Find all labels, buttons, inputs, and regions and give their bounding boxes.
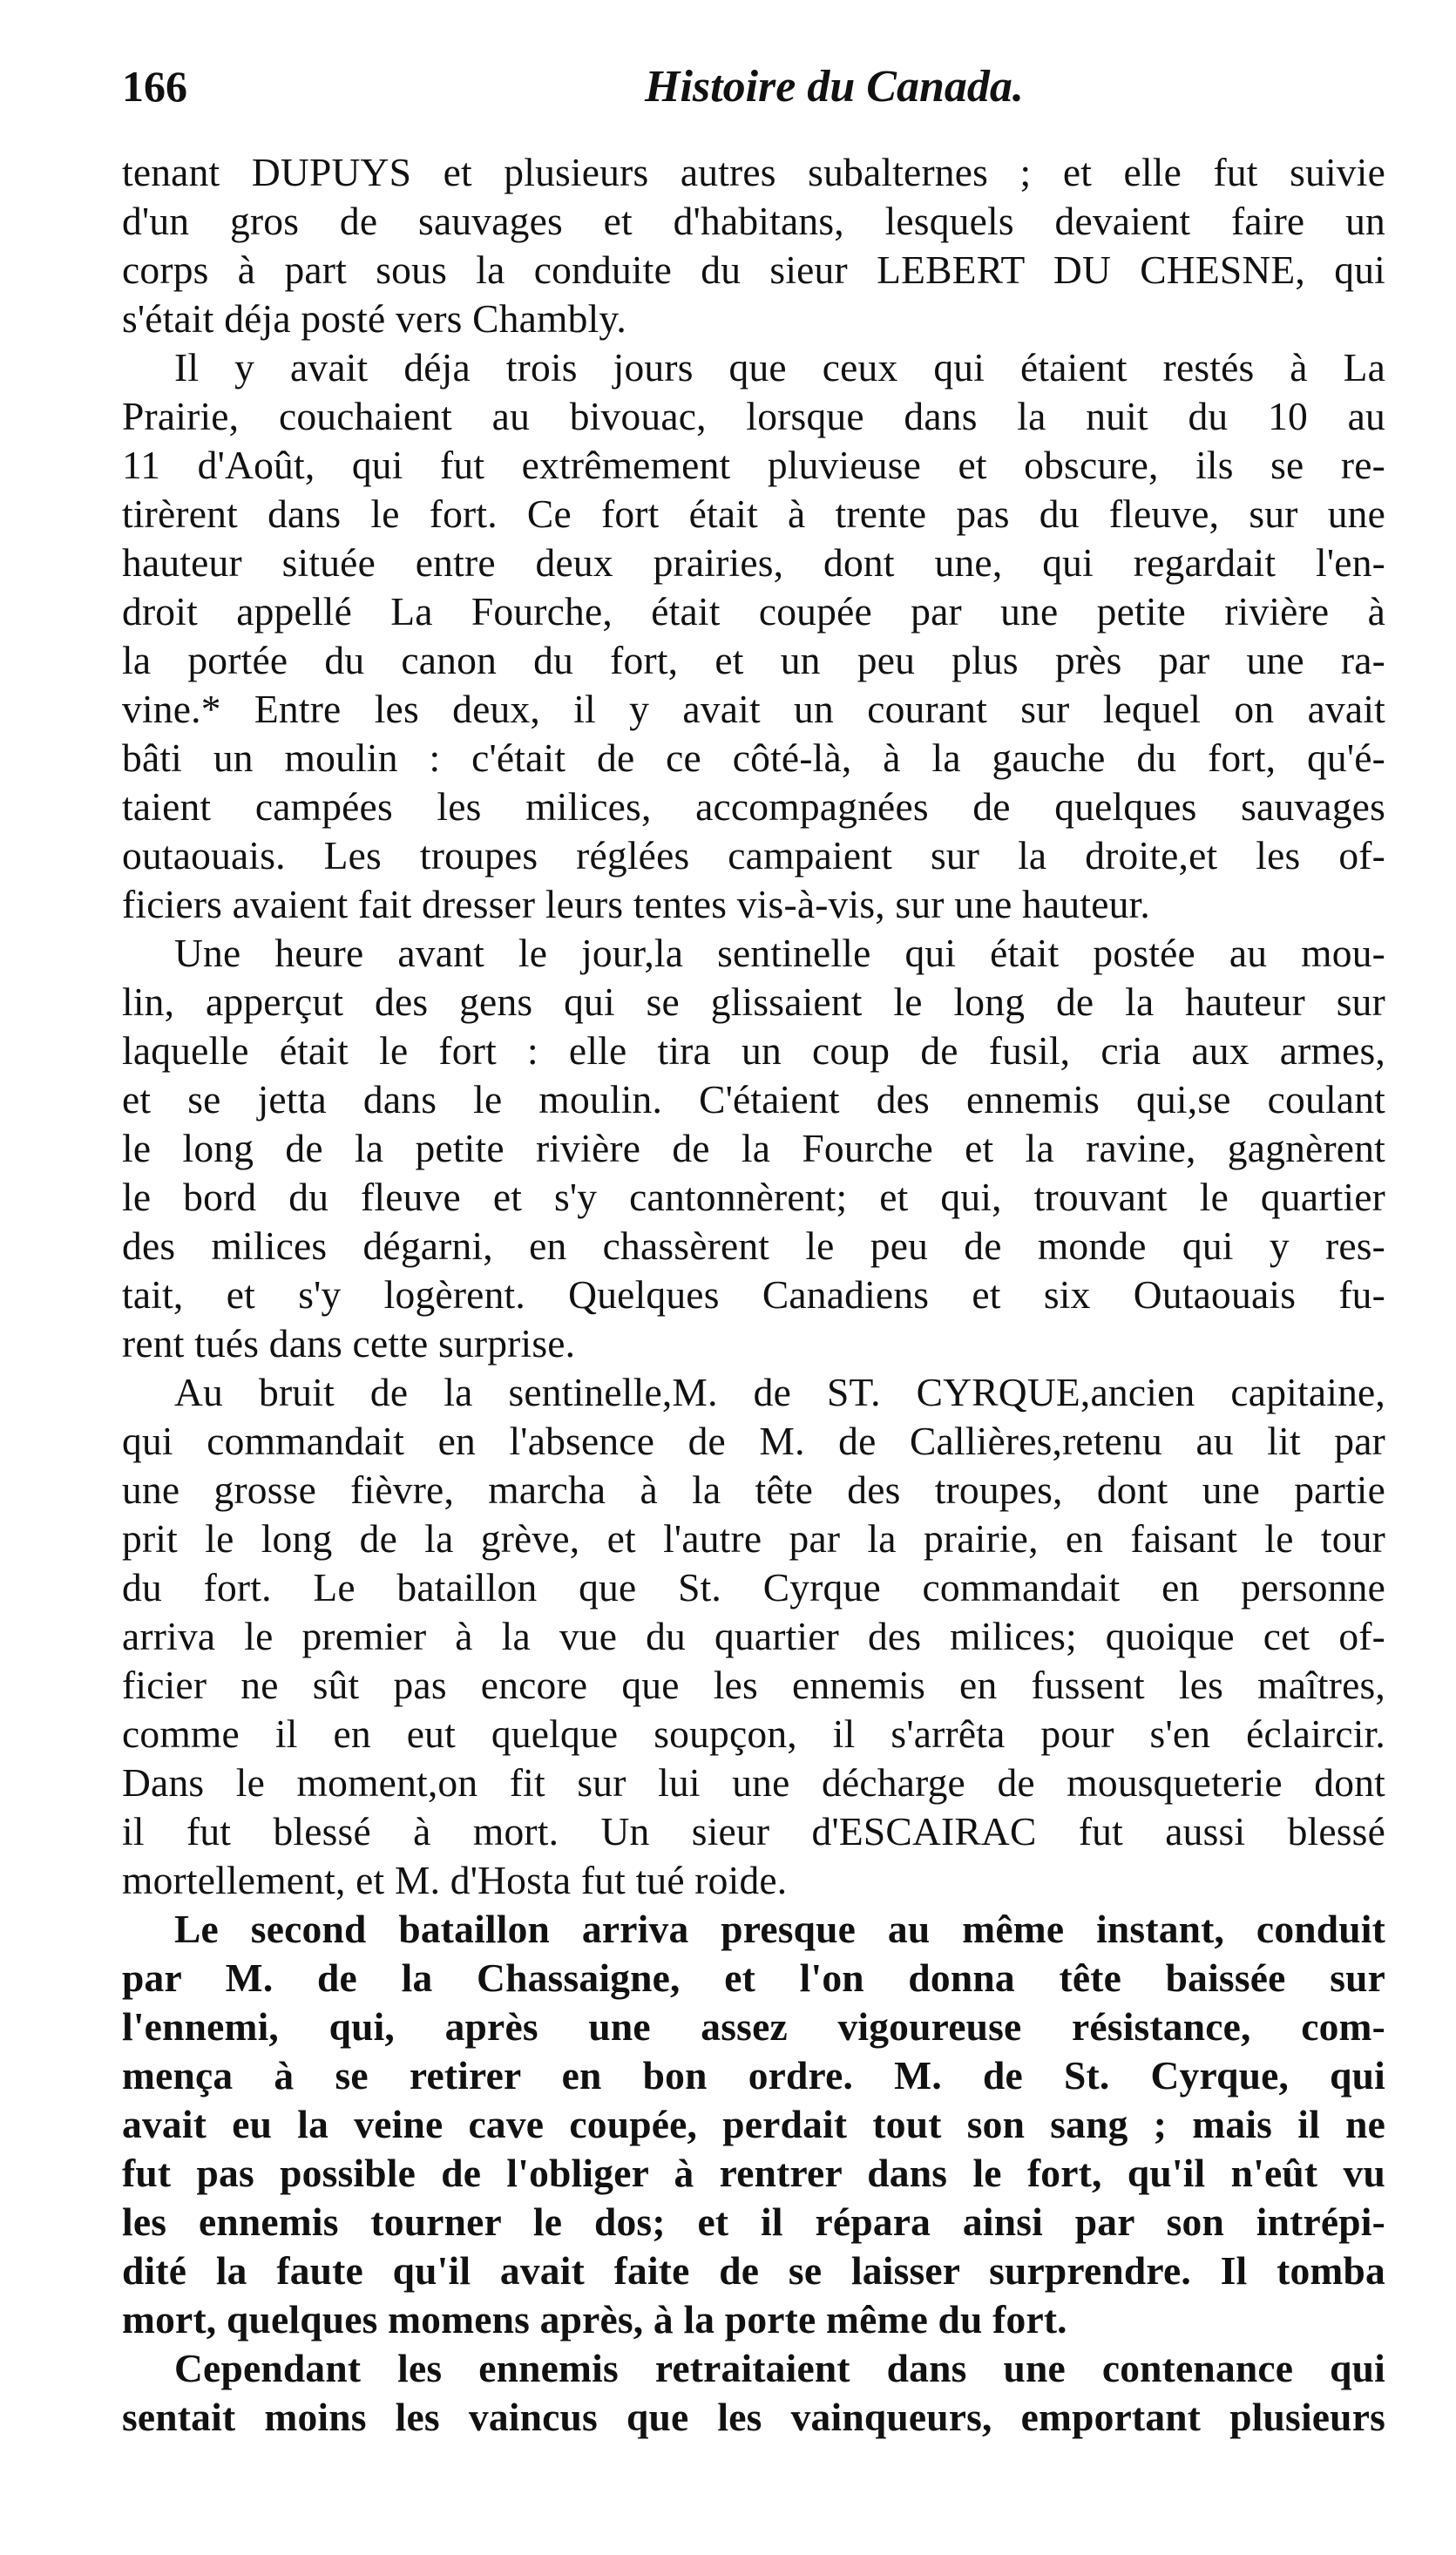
text-line: le long de la petite rivière de la Fourche et la ravine, gagnèrent xyxy=(122,1126,1385,1170)
text-line: Une heure avant le jour,la sentinelle qui était postée au mou- xyxy=(174,931,1385,975)
text-line: le bord du fleuve et s'y cantonnèrent; et qui, trouvant le quartier xyxy=(122,1175,1385,1219)
text-line: rent tués dans cette surprise. xyxy=(122,1321,576,1366)
text-line: des milices dégarni, en chassèrent le peu de monde qui y res- xyxy=(122,1223,1385,1268)
text-line: il fut blessé à mort. Un sieur d'ESCAIRAC fut aussi blessé xyxy=(122,1809,1385,1854)
text-line: sentait moins les vaincus que les vainqueurs, emportant plusieurs xyxy=(122,2395,1385,2439)
paragraph-p1 xyxy=(122,148,1385,343)
text-line: arriva le premier à la vue du quartier des milices; quoique cet of- xyxy=(122,1614,1385,1658)
text-line: bâti un moulin : c'était de ce côté-là, à la gauche du fort, qu'é- xyxy=(122,735,1385,780)
running-title: Histoire du Canada. xyxy=(645,62,1024,112)
text-line: avait eu la veine cave coupée, perdait tout son sang ; mais il ne xyxy=(122,2102,1385,2146)
text-line: une grosse fièvre, marcha à la tête des troupes, dont une partie xyxy=(122,1467,1385,1512)
text-line: hauteur située entre deux prairies, dont une, qui regardait l'en- xyxy=(122,540,1385,585)
paragraph-p6 xyxy=(122,2344,1385,2442)
text-line: Prairie, couchaient au bivouac, lorsque dans la nuit du 10 au xyxy=(122,394,1385,438)
text-line: laquelle était le fort : elle tira un coup de fusil, cria aux armes, xyxy=(122,1028,1385,1073)
text-line: du fort. Le bataillon que St. Cyrque commandait en personne xyxy=(122,1565,1385,1610)
paragraph-p5 xyxy=(122,1905,1385,2344)
page-number: 166 xyxy=(122,62,187,111)
text-line: lin, apperçut des gens qui se glissaient le long de la hauteur sur xyxy=(122,979,1385,1024)
text-line: droit appellé La Fourche, était coupée par une petite rivière à xyxy=(122,589,1385,634)
body-text xyxy=(122,148,1385,2442)
text-line: taient campées les milices, accompagnées de quelques sauvages xyxy=(122,784,1385,829)
text-line: et se jetta dans le moulin. C'étaient des ennemis qui,se coulant xyxy=(122,1077,1385,1122)
text-line: par M. de la Chassaigne, et l'on donna tête baissée sur xyxy=(122,1955,1385,2000)
text-line: tenant DUPUYS et plusieurs autres subalternes ; et elle fut suivie xyxy=(122,150,1385,194)
text-line: 11 d'Août, qui fut extrêmement pluvieuse et obscure, ils se re- xyxy=(122,443,1385,487)
text-line: vine.* Entre les deux, il y avait un courant sur lequel on avait xyxy=(122,687,1385,731)
text-line: tirèrent dans le fort. Ce fort était à trente pas du fleuve, sur une xyxy=(122,491,1385,536)
text-line: Il y avait déja trois jours que ceux qui étaient restés à La xyxy=(174,345,1385,390)
running-head xyxy=(122,52,1385,131)
paragraph-p4 xyxy=(122,1368,1385,1905)
text-line: s'était déja posté vers Chambly. xyxy=(122,296,626,341)
text-line: Le second bataillon arriva presque au même instant, conduit xyxy=(174,1907,1385,1951)
text-line: outaouais. Les troupes réglées campaient sur la droite,et les of- xyxy=(122,833,1385,878)
text-line: les ennemis tourner le dos; et il répara ainsi par son intrépi- xyxy=(122,2199,1385,2244)
text-line: Au bruit de la sentinelle,M. de ST. CYRQUE,ancien capitaine, xyxy=(174,1370,1385,1414)
text-line: comme il en eut quelque soupçon, il s'arrêta pour s'en éclaircir. xyxy=(122,1711,1385,1756)
text-line: tait, et s'y logèrent. Quelques Canadiens et six Outaouais fu- xyxy=(122,1272,1385,1317)
text-line: d'un gros de sauvages et d'habitans, lesquels devaient faire un xyxy=(122,199,1385,243)
text-line: mortellement, et M. d'Hosta fut tué roide. xyxy=(122,1858,788,1902)
paragraph-p2 xyxy=(122,343,1385,929)
text-line: mort, quelques momens après, à la porte même du fort. xyxy=(122,2297,1067,2342)
book-page xyxy=(122,52,1385,2527)
text-line: l'ennemi, qui, après une assez vigoureuse résistance, com- xyxy=(122,2004,1385,2049)
text-line: mença à se retirer en bon ordre. M. de St. Cyrque, qui xyxy=(122,2053,1385,2098)
text-line: ficier ne sût pas encore que les ennemis en fussent les maîtres, xyxy=(122,1663,1385,1707)
text-line: la portée du canon du fort, et un peu plus près par une ra- xyxy=(122,638,1385,682)
text-line: Cependant les ennemis retraitaient dans une contenance qui xyxy=(174,2346,1385,2390)
text-line: prit le long de la grève, et l'autre par la prairie, en faisant le tour xyxy=(122,1516,1385,1561)
text-line: fut pas possible de l'obliger à rentrer dans le fort, qu'il n'eût vu xyxy=(122,2151,1385,2195)
text-line: ficiers avaient fait dresser leurs tentes vis-à-vis, sur une hauteur. xyxy=(122,882,1150,926)
text-line: Dans le moment,on fit sur lui une décharge de mousqueterie dont xyxy=(122,1760,1385,1805)
text-line: qui commandait en l'absence de M. de Callières,retenu au lit par xyxy=(122,1419,1385,1463)
text-line: corps à part sous la conduite du sieur LEBERT DU CHESNE, qui xyxy=(122,247,1385,292)
paragraph-p3 xyxy=(122,929,1385,1368)
text-line: dité la faute qu'il avait faite de se laisser surprendre. Il tomba xyxy=(122,2248,1385,2293)
